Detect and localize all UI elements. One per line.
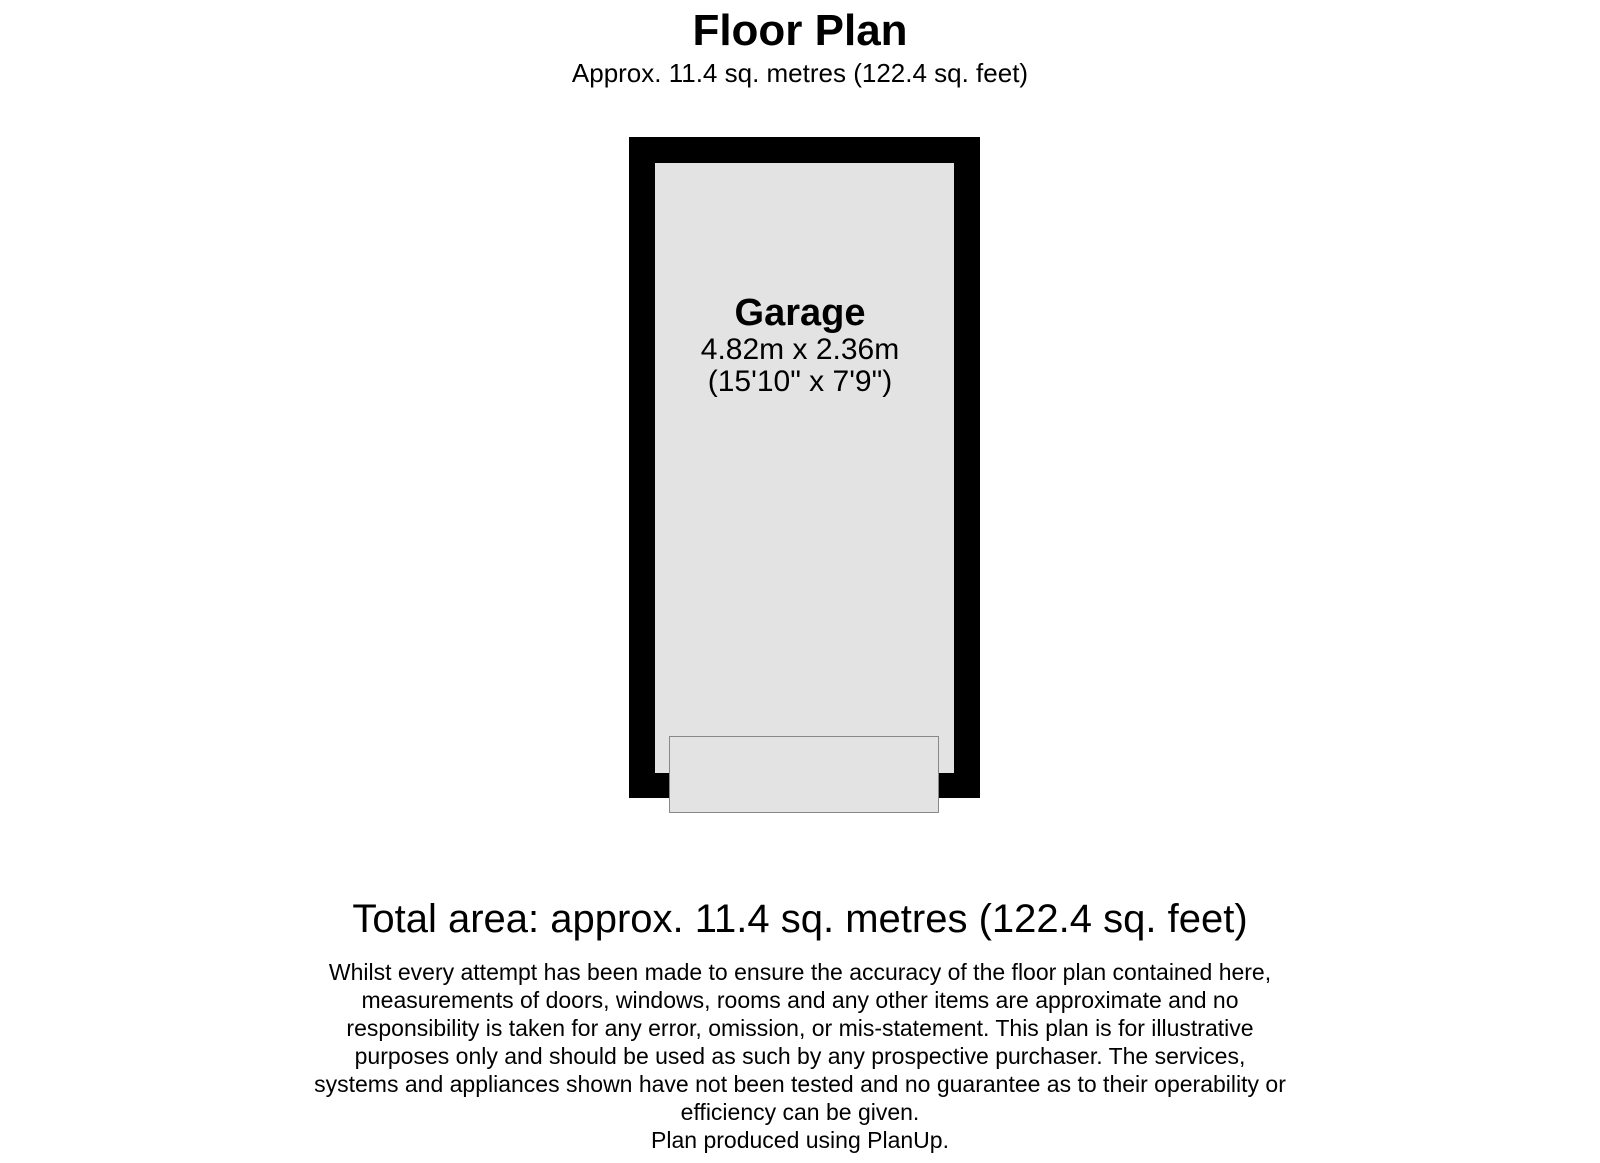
- room-dimensions-metric: 4.82m x 2.36m: [700, 333, 900, 366]
- disclaimer-line: measurements of doors, windows, rooms and any other items are approximate and no: [361, 987, 1239, 1013]
- room-label: Garage: [734, 292, 866, 334]
- disclaimer-line: Whilst every attempt has been made to ensure the accuracy of the floor plan contained here,: [328, 959, 1272, 985]
- disclaimer-line: efficiency can be given.: [680, 1099, 920, 1125]
- credit-line: Plan produced using PlanUp.: [651, 1127, 949, 1153]
- garage-floor: [655, 163, 954, 773]
- disclaimer-line: responsibility is taken for any error, omission, or mis-statement. This plan is for illustrative: [346, 1015, 1254, 1041]
- disclaimer-line: systems and appliances shown have not been tested and no guarantee as to their operability or: [314, 1071, 1286, 1097]
- disclaimer: [0, 958, 1600, 1154]
- room-dimensions-imperial: (15'10" x 7'9"): [707, 365, 893, 398]
- garage-door: [669, 736, 939, 813]
- page-subtitle: Approx. 11.4 sq. metres (122.4 sq. feet): [571, 58, 1029, 88]
- page-title: Floor Plan: [692, 6, 908, 55]
- disclaimer-line: purposes only and should be used as such by any prospective purchaser. The services,: [354, 1043, 1246, 1069]
- total-area: Total area: approx. 11.4 sq. metres (122.4 sq. feet): [352, 897, 1248, 941]
